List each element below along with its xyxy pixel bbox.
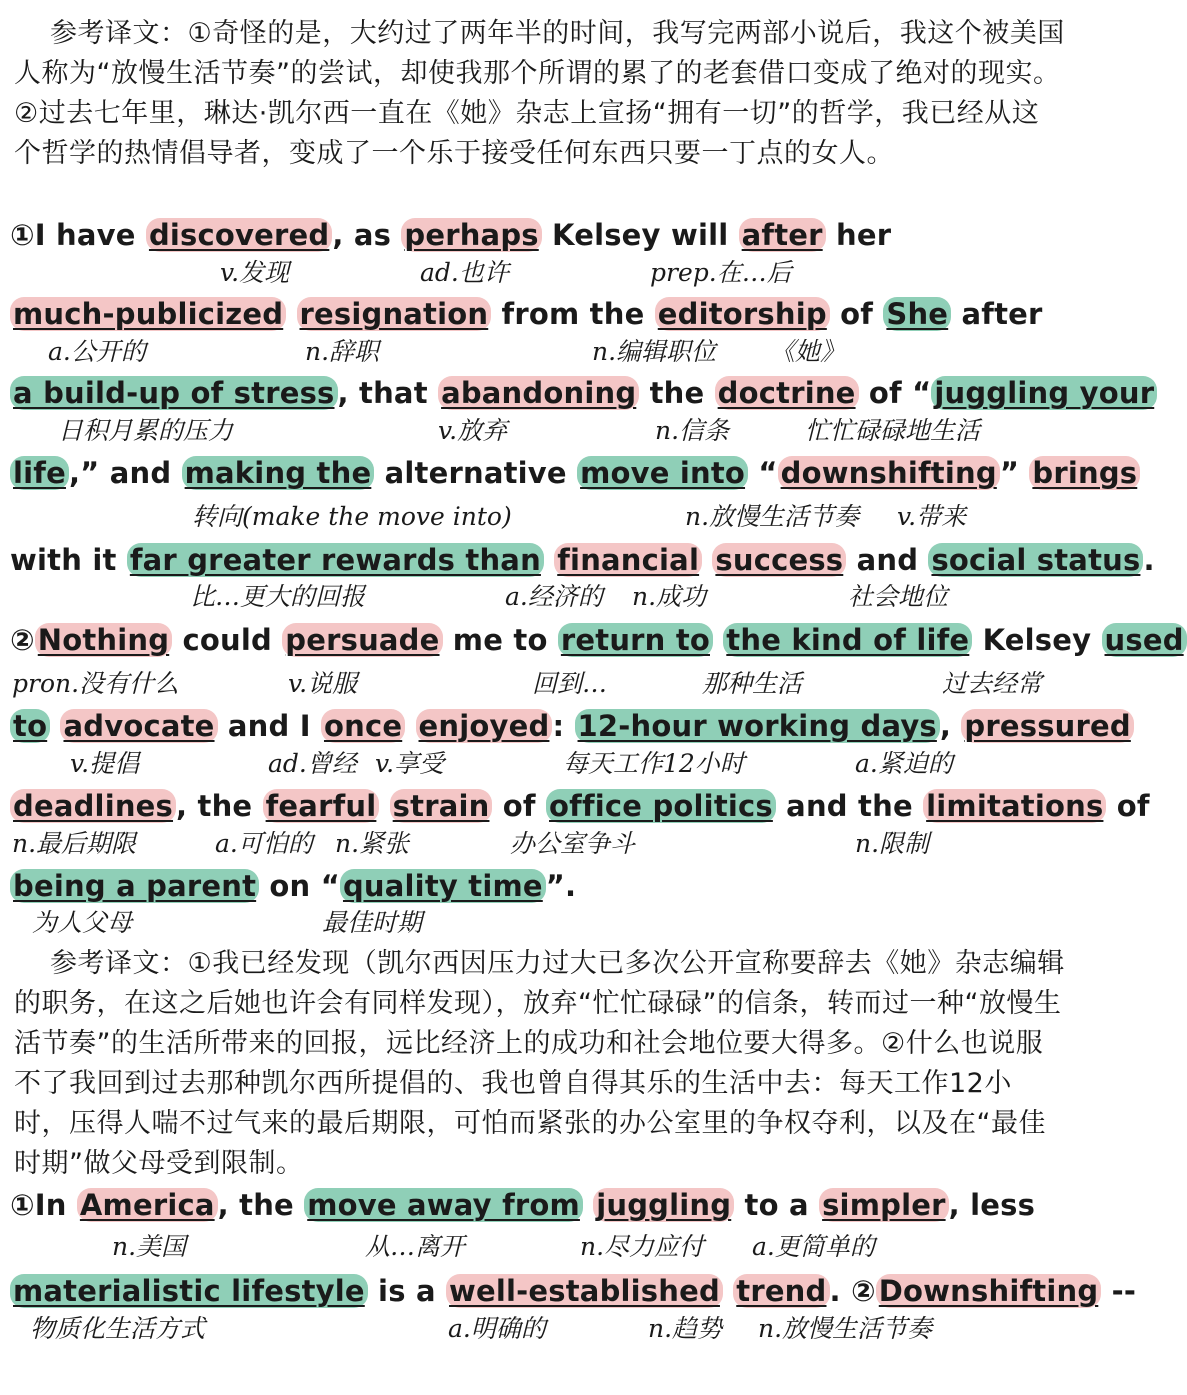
handwritten-annotation: v.带来 [897, 502, 967, 531]
plain-text: ② [10, 623, 35, 657]
plain-text: . ② [829, 1274, 876, 1308]
plain-text [713, 623, 723, 657]
plain-text: , the [176, 789, 263, 823]
annotation-line [0, 1230, 1080, 1264]
highlighted-vocab-pink: brings [1029, 456, 1140, 490]
highlighted-phrase-green: move into [577, 456, 748, 490]
handwritten-annotation: a.明确的 [448, 1314, 546, 1343]
handwritten-annotation: 从…离开 [365, 1232, 466, 1261]
annotation-line [0, 1312, 1080, 1346]
highlighted-phrase-green: to [10, 709, 50, 743]
handwritten-annotation: 每天工作12小时 [563, 749, 745, 778]
handwritten-annotation: 过去经常 [942, 669, 1043, 698]
plain-text: : [552, 709, 575, 743]
highlighted-vocab-pink: well-established [446, 1274, 723, 1308]
plain-text: of [492, 789, 546, 823]
handwritten-annotation: 物质化生活方式 [30, 1314, 206, 1343]
highlighted-vocab-pink: pressured [961, 709, 1133, 743]
handwritten-annotation: a.可怕的 [215, 829, 313, 858]
handwritten-annotation: a.更简单的 [752, 1232, 875, 1261]
handwritten-annotation: 忙忙碌碌地生活 [805, 416, 981, 445]
handwritten-annotation: 为人父母 [32, 908, 133, 937]
handwritten-annotation: v.发现 [220, 258, 290, 287]
highlighted-vocab-pink: discovered [146, 218, 332, 252]
plain-text [702, 543, 712, 577]
plain-text: is a [367, 1274, 447, 1308]
annotation-line [0, 906, 1080, 940]
highlighted-vocab-pink: persuade [282, 623, 442, 657]
highlighted-phrase-green: social status [928, 543, 1143, 577]
annotation-line [0, 500, 1080, 534]
translation-paragraph-2: 参考译文：①我已经发现（凯尔西因压力过大已多次公开宣称要辞去《她》杂志编辑的职务，在这之后她也许会有同样发现），放弃“忙忙碌碌”的信条，转而过一种“放慢生活节奏”的生活所带来的回报，远比经济上的成功和社会地位要大得多。②什么也说服不了我回到过去那种凯尔西所提倡的、我也曾自得其乐的生活中去：每天工作12小时，压得人喘不过气来的最后期限，可怕而紧张的办公室里的争权夺利，以及在“最佳时期”做父母受到限制。 [14, 948, 1065, 1179]
annotation-line [0, 667, 1080, 701]
highlighted-phrase-green: juggling your [931, 376, 1157, 410]
highlighted-vocab-pink: much-publicized [10, 297, 286, 331]
english-line [10, 786, 1150, 826]
highlighted-vocab-pink: juggling [593, 1188, 734, 1222]
english-line [10, 215, 891, 255]
highlighted-vocab-pink: fearful [263, 789, 380, 823]
highlighted-phrase-green: life [10, 456, 69, 490]
highlighted-vocab-pink: editorship [655, 297, 830, 331]
highlighted-phrase-green: 12-hour working days [575, 709, 940, 743]
plain-text: on “ [259, 869, 340, 903]
plain-text: ” [999, 456, 1030, 490]
plain-text: and [846, 543, 929, 577]
handwritten-annotation: a.公开的 [48, 337, 146, 366]
plain-text [544, 543, 554, 577]
highlighted-vocab-pink: Downshifting [876, 1274, 1102, 1308]
plain-text: of “ [858, 376, 932, 410]
highlighted-vocab-pink: Nothing [35, 623, 172, 657]
highlighted-vocab-pink: America [77, 1188, 218, 1222]
english-line [10, 1271, 1136, 1311]
english-line [10, 294, 1043, 334]
plain-text [583, 1188, 593, 1222]
english-line [10, 706, 1134, 746]
annotation-line [0, 414, 1080, 448]
highlighted-phrase-green: used [1102, 623, 1187, 657]
plain-text: could [172, 623, 283, 657]
highlighted-vocab-pink: resignation [297, 297, 492, 331]
plain-text: , as [332, 218, 402, 252]
plain-text: her [825, 218, 892, 252]
annotation-line [0, 580, 1080, 614]
plain-text: and the [775, 789, 924, 823]
handwritten-annotation: 比…更大的回报 [190, 582, 366, 611]
highlighted-phrase-green: making the [182, 456, 375, 490]
highlighted-phrase-green: far greater rewards than [127, 543, 544, 577]
plain-text: and I [217, 709, 321, 743]
highlighted-phrase-green: the kind of life [723, 623, 972, 657]
handwritten-annotation: a.紧迫的 [855, 749, 953, 778]
handwritten-annotation: 《她》 [770, 337, 846, 366]
highlighted-vocab-pink: once [321, 709, 405, 743]
english-line [10, 373, 1157, 413]
handwritten-annotation: n.尽力应付 [580, 1232, 705, 1261]
highlighted-vocab-pink: enjoyed [416, 709, 553, 743]
plain-text: of [1106, 789, 1150, 823]
handwritten-annotation: v.享受 [375, 749, 445, 778]
handwritten-annotation: n.放慢生活节奏 [685, 502, 860, 531]
handwritten-annotation: pron.没有什么 [12, 669, 180, 698]
highlighted-vocab-pink: financial [554, 543, 702, 577]
handwritten-annotation: n.信条 [655, 416, 730, 445]
highlighted-vocab-pink: trend [733, 1274, 829, 1308]
handwritten-annotation: 转向(make the move into) [192, 502, 512, 531]
handwritten-annotation: 日积月累的压力 [58, 416, 234, 445]
highlighted-phrase-green: a build-up of stress [10, 376, 338, 410]
highlighted-phrase-green: return to [558, 623, 713, 657]
handwritten-annotation: n.限制 [855, 829, 930, 858]
handwritten-annotation: n.辞职 [305, 337, 380, 366]
english-line [10, 453, 1140, 493]
highlighted-vocab-pink: simpler [819, 1188, 949, 1222]
plain-text: , [939, 709, 962, 743]
handwritten-annotation: ad.也许 [420, 258, 509, 287]
plain-text: of [829, 297, 884, 331]
handwritten-annotation: 那种生活 [702, 669, 803, 698]
plain-text: . [1143, 543, 1155, 577]
english-line [10, 540, 1155, 580]
handwritten-annotation: 办公室争斗 [510, 829, 636, 858]
highlighted-phrase-green: move away from [304, 1188, 583, 1222]
plain-text: with it [10, 543, 127, 577]
plain-text [286, 297, 296, 331]
highlighted-phrase-green: materialistic lifestyle [10, 1274, 368, 1308]
highlighted-vocab-pink: deadlines [10, 789, 176, 823]
plain-text: ①I have [10, 218, 146, 252]
plain-text: alternative [374, 456, 578, 490]
annotation-line [0, 335, 1080, 369]
handwritten-annotation: n.美国 [112, 1232, 187, 1261]
handwritten-annotation: v.说服 [288, 669, 358, 698]
highlighted-phrase-green: quality time [340, 869, 546, 903]
highlighted-vocab-pink: downshifting [778, 456, 1000, 490]
highlighted-phrase-green: being a parent [10, 869, 259, 903]
handwritten-annotation: 回到… [532, 669, 608, 698]
highlighted-vocab-pink: limitations [923, 789, 1106, 823]
plain-text: -- [1101, 1274, 1137, 1308]
plain-text: “ [748, 456, 778, 490]
handwritten-annotation: n.放慢生活节奏 [758, 1314, 933, 1343]
plain-text [723, 1274, 733, 1308]
highlighted-vocab-pink: abandoning [438, 376, 639, 410]
plain-text: the [639, 376, 715, 410]
plain-text: ,” and [68, 456, 182, 490]
highlighted-vocab-pink: success [712, 543, 846, 577]
handwritten-annotation: n.最后期限 [12, 829, 137, 858]
handwritten-annotation: n.编辑职位 [592, 337, 717, 366]
plain-text: , that [337, 376, 439, 410]
highlighted-phrase-green: She [883, 297, 951, 331]
plain-text: Kelsey [972, 623, 1102, 657]
highlighted-phrase-green: office politics [546, 789, 776, 823]
highlighted-vocab-pink: after [739, 218, 826, 252]
highlighted-vocab-pink: perhaps [401, 218, 541, 252]
highlighted-vocab-pink: advocate [60, 709, 217, 743]
handwritten-annotation: v.放弃 [438, 416, 508, 445]
plain-text: ①In [10, 1188, 77, 1222]
plain-text: from the [491, 297, 655, 331]
handwritten-annotation: 社会地位 [848, 582, 949, 611]
handwritten-annotation: n.成功 [632, 582, 707, 611]
plain-text [379, 789, 389, 823]
english-line [10, 620, 1187, 660]
handwritten-annotation: a.经济的 [505, 582, 603, 611]
plain-text: me to [442, 623, 558, 657]
plain-text [50, 709, 60, 743]
english-line [10, 1185, 1035, 1225]
plain-text: ”. [545, 869, 577, 903]
plain-text: to a [734, 1188, 820, 1222]
handwritten-annotation: 最佳时期 [322, 908, 423, 937]
plain-text: , less [948, 1188, 1036, 1222]
english-line [10, 866, 576, 906]
highlighted-vocab-pink: doctrine [715, 376, 859, 410]
translation-paragraph-1: 参考译文：①奇怪的是，大约过了两年半的时间，我写完两部小说后，我这个被美国人称为“放慢生活节奏”的尝试，却使我那个所谓的累了的老套借口变成了绝对的现实。②过去七年里，琳达·凯尔西一直在《她》杂志上宣扬“拥有一切”的哲学，我已经从这个哲学的热情倡导者，变成了一个乐于接受任何东西只要一丁点的女人。 [14, 18, 1065, 169]
handwritten-annotation: ad.曾经 [268, 749, 357, 778]
annotation-line [0, 256, 1080, 290]
handwritten-annotation: v.提倡 [70, 749, 140, 778]
plain-text [405, 709, 415, 743]
plain-text: after [951, 297, 1043, 331]
highlighted-vocab-pink: strain [390, 789, 493, 823]
plain-text: Kelsey will [541, 218, 739, 252]
handwritten-annotation: n.紧张 [335, 829, 410, 858]
plain-text: , the [217, 1188, 305, 1222]
handwritten-annotation: n.趋势 [648, 1314, 723, 1343]
annotation-line [0, 827, 1080, 861]
handwritten-annotation: prep.在…后 [650, 258, 792, 287]
annotation-line [0, 747, 1080, 781]
